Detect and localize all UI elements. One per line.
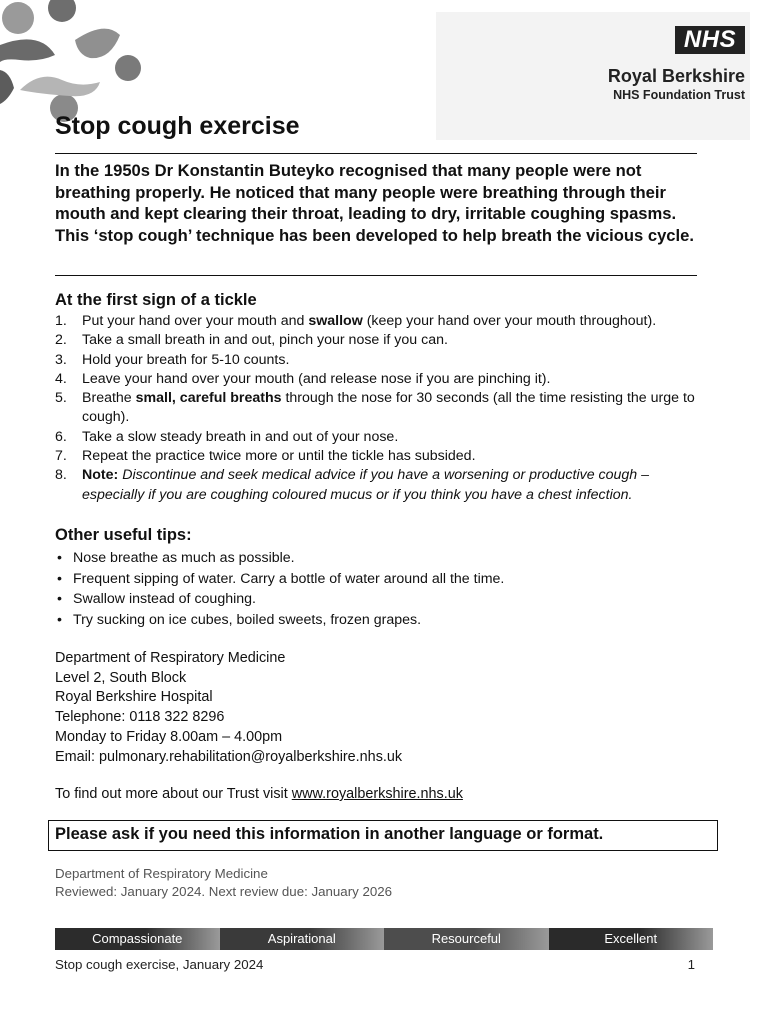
contact-location: Level 2, South Block <box>55 669 187 686</box>
value-resourceful: Resourceful <box>384 928 549 950</box>
list-item: • Swallow instead of coughing. <box>55 589 715 610</box>
document-meta <box>55 865 392 901</box>
organisation-subtitle: NHS Foundation Trust <box>613 88 745 102</box>
contact-details <box>55 649 402 767</box>
list-item: 6. Take a slow steady breath in and out of your nose. <box>55 428 399 445</box>
trust-decorative-logo <box>0 0 160 130</box>
list-item: • Nose breathe as much as possible. <box>55 548 715 569</box>
list-item: 1. Put your hand over your mouth and swallow (keep your hand over your mouth throughout). <box>55 313 657 329</box>
title-divider <box>55 153 697 154</box>
meta-review-dates: Reviewed: January 2024. Next review due: January 2026 <box>55 884 393 899</box>
contact-hours: Monday to Friday 8.00am – 4.00pm <box>55 728 283 745</box>
tips-list <box>55 548 715 630</box>
value-compassionate: Compassionate <box>55 928 220 950</box>
organisation-name: Royal Berkshire <box>607 66 745 86</box>
trust-website-link[interactable]: www.royalberkshire.nhs.uk <box>291 786 463 802</box>
list-item: 3. Hold your breath for 5-10 counts. <box>55 351 290 368</box>
intro-paragraph: In the 1950s Dr Konstantin Buteyko recognised that many people were not breathing properly. He noticed that many people were breathing through their mouth and kept clearing their throat, leading to dry, irritable coughing spasms. This ‘stop cough’ technique has been developed to help breath the vicious cycle. <box>55 161 694 245</box>
list-item: 5. Breathe small, careful breaths through the nose for 30 seconds (all the time resisting the urge to cough). <box>55 390 695 426</box>
list-item: • Frequent sipping of water. Carry a bottle of water around all the time. <box>55 569 715 590</box>
footer-document-title: Stop cough exercise, January 2024 <box>55 957 264 972</box>
page-number: 1 <box>687 957 695 972</box>
intro-divider <box>55 275 697 276</box>
contact-department: Department of Respiratory Medicine <box>55 650 286 666</box>
list-item: 7. Repeat the practice twice more or until the tickle has subsided. <box>55 448 476 465</box>
steps-list <box>55 312 715 505</box>
list-item: • Try sucking on ice cubes, boiled sweets, frozen grapes. <box>55 610 715 631</box>
contact-hospital: Royal Berkshire Hospital <box>55 689 213 706</box>
list-item: 8. Note: Discontinue and seek medical advice if you have a worsening or productive cough – especially if you are coughing coloured mucus or if you think you have a chest infection. <box>55 467 650 503</box>
trust-values-bar <box>55 928 713 950</box>
contact-email: Email: pulmonary.rehabilitation@royalberkshire.nhs.uk <box>55 748 403 765</box>
list-item: 2. Take a small breath in and out, pinch your nose if you can. <box>55 332 448 349</box>
value-excellent: Excellent <box>549 928 714 950</box>
meta-department: Department of Respiratory Medicine <box>55 866 268 881</box>
section-heading-tickle: At the first sign of a tickle <box>55 291 257 309</box>
trust-visit-line: To find out more about our Trust visit www.royalberkshire.nhs.uk <box>55 786 463 802</box>
page-footer <box>55 957 695 972</box>
page-title: Stop cough exercise <box>55 112 300 140</box>
nhs-logo: NHS <box>675 26 745 54</box>
section-heading-tips: Other useful tips: <box>55 526 192 544</box>
list-item: 4. Leave your hand over your mouth (and release nose if you are pinching it). <box>55 370 551 387</box>
value-aspirational: Aspirational <box>220 928 385 950</box>
contact-telephone: Telephone: 0118 322 8296 <box>55 709 225 726</box>
language-format-notice: Please ask if you need this information in another language or format. <box>48 820 718 851</box>
